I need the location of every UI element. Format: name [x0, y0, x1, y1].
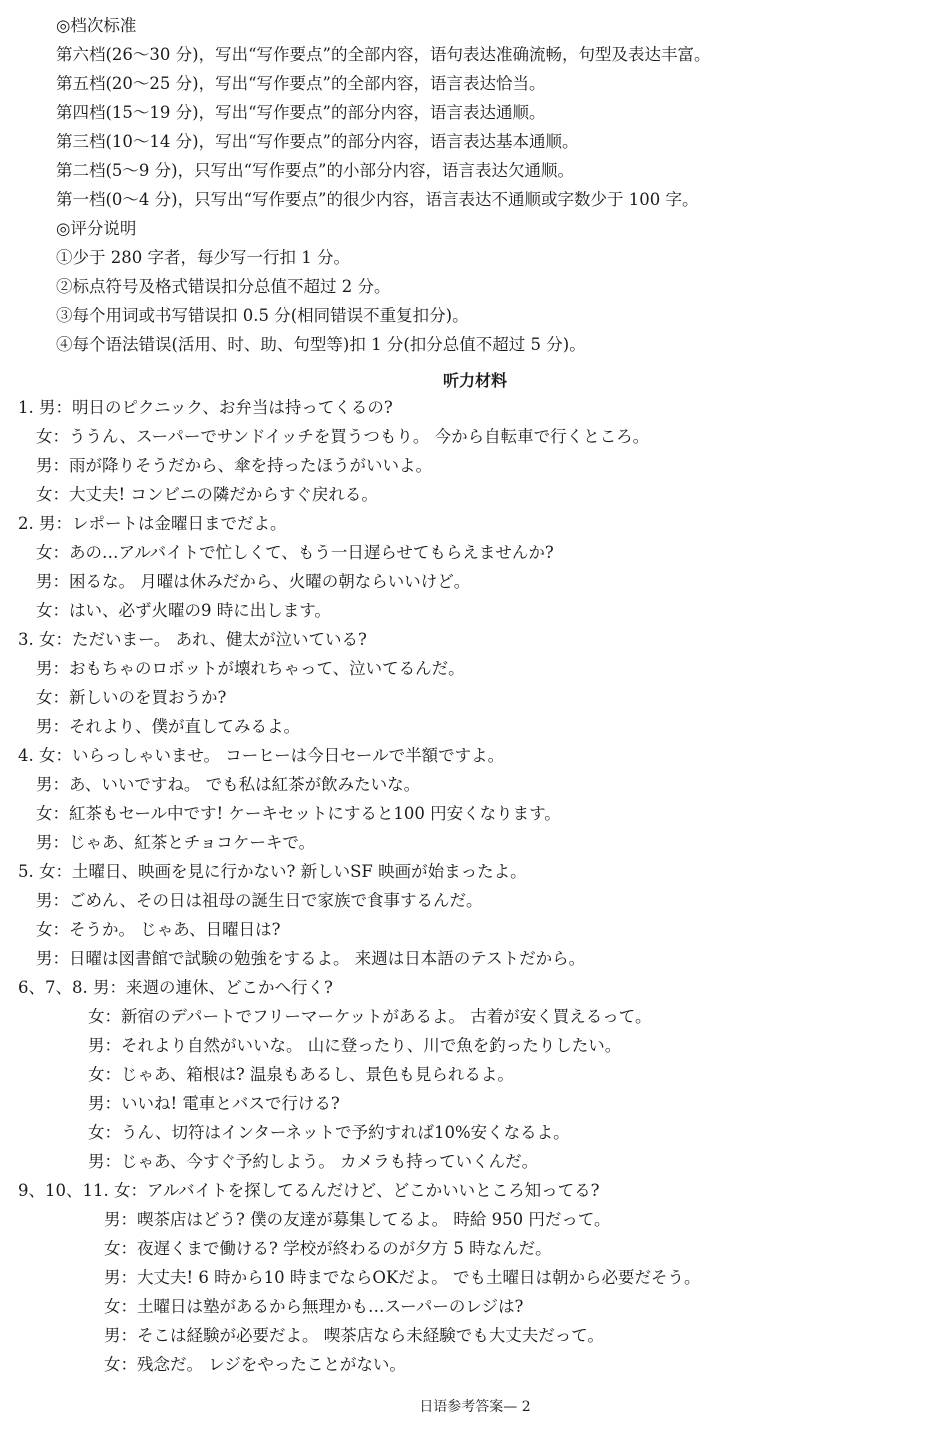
grading-level-3: 第三档(10～14 分)，写出“写作要点”的部分内容，语言表达基本通顺。 [56, 132, 579, 151]
dialogue-line: 男：それより、僕が直してみるよ。 [36, 717, 300, 736]
dialogue-line: 男：ごめん、その日は祖母の誕生日で家族で食事するんだ。 [36, 891, 483, 910]
dialogue-line: 男：それより自然がいいな。 山に登ったり、川で魚を釣ったりしたい。 [88, 1036, 622, 1055]
dialogue-line: 女：紅茶もセール中です! ケーキセットにすると100 円安くなります。 [36, 804, 561, 823]
grading-standard-heading: ◎档次标准 [56, 16, 137, 35]
scoring-note-3: ③每个用词或书写错误扣 0.5 分(相同错误不重复扣分)。 [56, 306, 469, 325]
dialogue-line: 女：新しいのを買おうか? [36, 688, 227, 707]
dialogue-line: 女：ううん、スーパーでサンドイッチを買うつもり。 今から自転車で行くところ。 [36, 427, 650, 446]
dialogue-line: 男：おもちゃのロボットが壊れちゃって、泣いてるんだ。 [36, 659, 465, 678]
dialogue-line: 9、10、11. 女：アルバイトを探してるんだけど、どこかいいところ知ってる? [18, 1181, 600, 1200]
dialogue-line: 女：はい、必ず火曜の9 時に出します。 [36, 601, 331, 620]
dialogue-line: 男：じゃあ、紅茶とチョコケーキで。 [36, 833, 316, 852]
grading-level-6: 第六档(26～30 分)，写出“写作要点”的全部内容，语句表达准确流畅，句型及表达丰富。 [56, 45, 711, 64]
listening-section-title: 听力材料 [442, 371, 507, 390]
grading-level-2: 第二档(5～9 分)，只写出“写作要点”的小部分内容，语言表达欠通顺。 [56, 161, 574, 180]
dialogue-line: 6、7、8. 男：来週の連休、どこかへ行く? [18, 978, 333, 997]
dialogue-line: 2. 男：レポートは金曜日までだよ。 [18, 514, 287, 533]
dialogue-line: 女：夜遅くまで働ける? 学校が終わるのが夕方 5 時なんだ。 [104, 1239, 552, 1258]
dialogue-line: 男：じゃあ、今すぐ予約しよう。 カメラも持っていくんだ。 [88, 1152, 539, 1171]
dialogue-line: 女：じゃあ、箱根は? 温泉もあるし、景色も見られるよ。 [88, 1065, 514, 1084]
grading-level-1: 第一档(0～4 分)，只写出“写作要点”的很少内容，语言表达不通顺或字数少于 100 字。 [56, 190, 699, 209]
dialogue-line: 女：大丈夫! コンビニの隣だからすぐ戻れる。 [36, 485, 378, 504]
page-footer: 日语参考答案— 2 [419, 1399, 531, 1415]
dialogue-line: 女：あの…アルバイトで忙しくて、もう一日遅らせてもらえませんか? [36, 543, 554, 562]
scoring-note-2: ②标点符号及格式错误扣分总值不超过 2 分。 [56, 277, 391, 296]
grading-level-5: 第五档(20～25 分)，写出“写作要点”的全部内容，语言表达恰当。 [56, 74, 546, 93]
dialogue-line: 男：喫茶店はどう? 僕の友達が募集してるよ。 時給 950 円だって。 [104, 1210, 611, 1229]
dialogue-line: 男：大丈夫! 6 時から10 時までならOKだよ。 でも土曜日は朝から必要だそう。 [104, 1268, 701, 1287]
dialogue-line: 4. 女：いらっしゃいませ。 コーヒーは今日セールで半額ですよ。 [18, 746, 505, 765]
grading-level-4: 第四档(15～19 分)，写出“写作要点”的部分内容，语言表达通顺。 [56, 103, 546, 122]
dialogue-line: 5. 女：土曜日、映画を見に行かない? 新しいSF 映画が始まったよ。 [18, 862, 527, 881]
dialogue-line: 3. 女：ただいまー。 あれ、健太が泣いている? [18, 630, 367, 649]
scoring-note-4: ④每个语法错误(活用、时、助、句型等)扣 1 分(扣分总值不超过 5 分)。 [56, 335, 586, 354]
dialogue-line: 男：困るな。 月曜は休みだから、火曜の朝ならいいけど。 [36, 572, 471, 591]
dialogue-line: 女：うん、切符はインターネットで予約すれば10%安くなるよ。 [88, 1123, 570, 1142]
dialogue-line: 女：残念だ。 レジをやったことがない。 [104, 1355, 406, 1374]
dialogue-line: 女：そうか。 じゃあ、日曜日は? [36, 920, 281, 939]
scoring-notes-heading: ◎评分说明 [56, 219, 137, 238]
dialogue-line: 男：そこは経験が必要だよ。 喫茶店なら未経験でも大丈夫だって。 [104, 1326, 604, 1345]
dialogue-line: 男：日曜は図書館で試験の勉強をするよ。 来週は日本語のテストだから。 [36, 949, 586, 968]
dialogue-line: 男：雨が降りそうだから、傘を持ったほうがいいよ。 [36, 456, 432, 475]
scoring-note-1: ①少于 280 字者，每少写一行扣 1 分。 [56, 248, 350, 267]
dialogue-line: 女：土曜日は塾があるから無理かも…スーパーのレジは? [104, 1297, 524, 1316]
dialogue-line: 1. 男：明日のピクニック、お弁当は持ってくるの? [18, 398, 393, 417]
dialogue-line: 男：あ、いいですね。 でも私は紅茶が飲みたいな。 [36, 775, 421, 794]
dialogue-line: 男：いいね! 電車とバスで行ける? [88, 1094, 340, 1113]
dialogue-line: 女：新宿のデパートでフリーマーケットがあるよ。 古着が安く買えるって。 [88, 1007, 652, 1026]
